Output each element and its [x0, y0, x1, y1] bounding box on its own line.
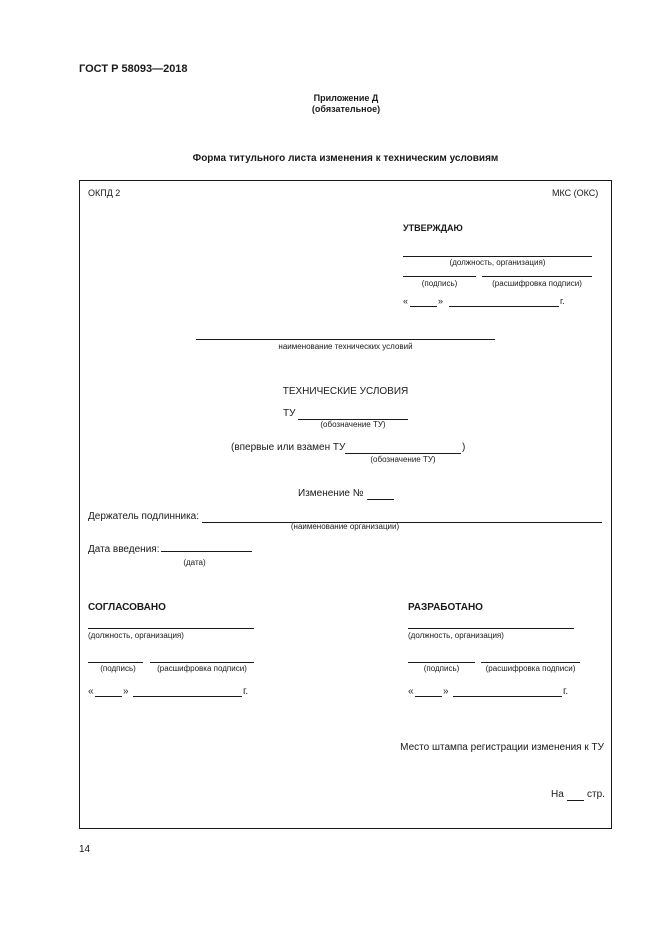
agreed-year-suffix: г.: [243, 686, 249, 697]
approve-decode-line: [482, 276, 592, 277]
agreed-heading: СОГЛАСОВАНО: [88, 602, 166, 613]
developed-year-suffix: г.: [563, 686, 569, 697]
approve-date-open: «: [403, 296, 409, 306]
agreed-signature-caption: (подпись): [100, 664, 136, 673]
developed-decode-line: [481, 662, 580, 663]
agreed-decode-caption: (расшифровка подписи): [157, 664, 247, 673]
approve-decode-caption: (расшифровка подписи): [492, 279, 582, 288]
standard-number: ГОСТ Р 58093—2018: [79, 63, 188, 75]
tu-name-line: [196, 339, 495, 340]
agreed-signature-line: [88, 662, 143, 663]
agreed-decode-line: [150, 662, 254, 663]
change-number-line: [367, 499, 394, 500]
developed-heading: РАЗРАБОТАНО: [408, 602, 483, 613]
developed-signature-line: [408, 662, 475, 663]
pages-suffix: стр.: [587, 789, 605, 800]
developed-date-close: »: [443, 686, 449, 697]
stamp-place-label: Место штампа регистрации изменения к ТУ: [400, 742, 604, 753]
developed-signature-caption: (подпись): [423, 664, 460, 673]
form-frame: [79, 180, 612, 829]
approve-date-close: »: [438, 296, 444, 306]
tu-name-caption: наименование технических условий: [278, 342, 413, 351]
form-title: Форма титульного листа изменения к техническим условиям: [192, 153, 499, 164]
developed-decode-caption: (расшифровка подписи): [485, 664, 576, 673]
approve-signature-caption: (подпись): [421, 279, 458, 288]
approve-position-caption: (должность, организация): [449, 258, 546, 267]
agreed-date-close: »: [123, 686, 129, 697]
replace-line: [345, 453, 461, 454]
change-label: Изменение №: [298, 488, 364, 499]
tu-heading: ТЕХНИЧЕСКИЕ УСЛОВИЯ: [282, 386, 409, 397]
agreed-position-line: [88, 628, 254, 629]
agreed-day-line: [95, 696, 122, 697]
approve-year-suffix: г.: [560, 296, 565, 306]
approve-month-line: [449, 306, 559, 307]
developed-position-line: [408, 628, 574, 629]
developed-day-line: [415, 696, 442, 697]
tu-prefix: ТУ: [283, 408, 296, 419]
developed-position-caption: (должность, организация): [408, 631, 504, 640]
approve-day-line: [410, 306, 437, 307]
intro-label: Дата введения:: [88, 544, 160, 555]
tu-caption: (обозначение ТУ): [320, 420, 386, 429]
intro-date-line: [161, 551, 252, 552]
approve-heading: УТВЕРЖДАЮ: [403, 223, 463, 233]
okpd-label: ОКПД 2: [88, 188, 121, 198]
agreed-month-line: [133, 696, 242, 697]
replace-caption: (обозначение ТУ): [370, 455, 436, 464]
pages-prefix: На: [551, 789, 564, 800]
approve-signature-line: [403, 276, 476, 277]
approve-position-line: [403, 256, 592, 257]
pages-count-line: [567, 800, 584, 801]
page-number: 14: [79, 844, 91, 855]
holder-label: Держатель подлинника:: [88, 511, 200, 522]
appendix-title: Приложение Д: [313, 93, 379, 103]
mks-label: МКС (ОКС): [552, 188, 599, 198]
replace-prefix: (впервые или взамен ТУ: [231, 442, 346, 453]
holder-caption: (наименование организации): [290, 522, 400, 531]
developed-month-line: [453, 696, 562, 697]
agreed-position-caption: (должность, организация): [88, 631, 184, 640]
intro-caption: (дата): [183, 558, 206, 567]
appendix-type: (обязательное): [311, 104, 381, 114]
developed-date-open: «: [408, 686, 414, 697]
agreed-date-open: «: [88, 686, 94, 697]
replace-suffix: ): [462, 442, 466, 453]
